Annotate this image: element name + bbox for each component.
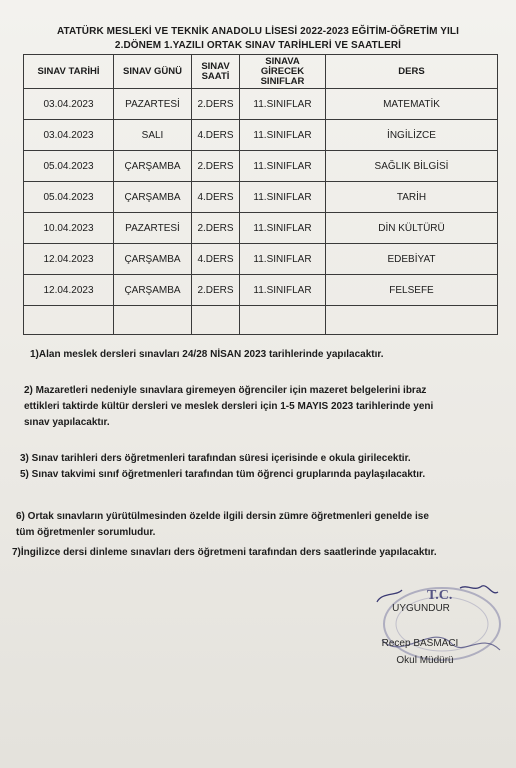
note-2-line-1: 2) Mazaretleri nedeniyle sınavlara giremeyen öğrenciler için mazeret belgelerini ibraz [24, 385, 427, 396]
column-header-line: GİRECEK [260, 65, 305, 77]
document-subtitle: 2.DÖNEM 1.YAZILI ORTAK SINAV TARİHLERİ VE SAATLERİ [114, 40, 402, 51]
table-cell: ÇARŞAMBA [114, 151, 192, 182]
table-cell: 05.04.2023 [24, 182, 114, 213]
document-title: ATATÜRK MESLEKİ VE TEKNİK ANADOLU LİSESİ 2022-2023 EĞİTİM-ÖĞRETİM YILI [56, 26, 460, 37]
note-2-line-2: ettikleri taktirde kültür dersleri ve meslek dersleri için 1-5 MAYIS 2023 tarihlerinde yeni [24, 401, 434, 412]
table-cell: ÇARŞAMBA [114, 182, 192, 213]
column-header-line: SINAV TARİHİ [37, 65, 100, 77]
column-header-line: SAATİ [201, 70, 230, 82]
table-cell: 11.SINIFLAR [240, 151, 326, 182]
note-3: 3) Sınav tarihleri ders öğretmenleri tarafından süresi içerisinde e okula girilecektir. [20, 453, 411, 464]
column-header-line: SINAV GÜNÜ [123, 65, 182, 77]
table-cell: ÇARŞAMBA [114, 275, 192, 306]
table-cell: 4.DERS [192, 244, 240, 275]
stamp-text: T.C. [427, 588, 453, 603]
note-6-line-2: tüm öğretmenler sorumludur. [16, 527, 156, 538]
column-header-line: SINIFLAR [260, 75, 305, 87]
table-cell: EDEBİYAT [326, 244, 498, 275]
table-cell: 11.SINIFLAR [240, 244, 326, 275]
table-cell: 4.DERS [192, 182, 240, 213]
column-header-line: SINAV [201, 60, 230, 72]
table-cell: 4.DERS [192, 120, 240, 151]
approval-label: UYGUNDUR [392, 603, 450, 614]
table-cell: 11.SINIFLAR [240, 89, 326, 120]
principal-name: Recep BASMACI [381, 638, 459, 649]
table-cell: MATEMATİK [326, 89, 498, 120]
table-cell: FELSEFE [326, 275, 498, 306]
table-cell: TARİH [326, 182, 498, 213]
table-cell: 11.SINIFLAR [240, 182, 326, 213]
column-header-line: SINAVA [265, 55, 300, 67]
table-cell: 11.SINIFLAR [240, 120, 326, 151]
table-cell: 11.SINIFLAR [240, 275, 326, 306]
table-cell: SALI [114, 120, 192, 151]
table-cell: İNGİLİZCE [326, 120, 498, 151]
table-cell: 2.DERS [192, 89, 240, 120]
table-cell: SAĞLIK BİLGİSİ [326, 151, 498, 182]
table-cell: 03.04.2023 [24, 120, 114, 151]
note-2-line-3: sınav yapılacaktır. [24, 417, 110, 428]
table-cell: 12.04.2023 [24, 244, 114, 275]
table-cell: 2.DERS [192, 275, 240, 306]
table-cell: 11.SINIFLAR [240, 213, 326, 244]
table-cell: PAZARTESİ [114, 89, 192, 120]
table-cell: PAZARTESİ [114, 213, 192, 244]
column-header-line: DERS [398, 65, 425, 77]
note-7: 7)İngilizce dersi dinleme sınavları ders öğretmeni tarafından ders saatlerinde yapılacaktır. [12, 547, 437, 558]
table-cell: 12.04.2023 [24, 275, 114, 306]
table-cell: 10.04.2023 [24, 213, 114, 244]
table-cell: 03.04.2023 [24, 89, 114, 120]
table-cell: ÇARŞAMBA [114, 244, 192, 275]
table-cell: DİN KÜLTÜRÜ [326, 213, 498, 244]
table-cell: 05.04.2023 [24, 151, 114, 182]
table-cell: 2.DERS [192, 213, 240, 244]
note-1: 1)Alan meslek dersleri sınavları 24/28 NİSAN 2023 tarihlerinde yapılacaktır. [30, 349, 384, 360]
note-5: 5) Sınav takvimi sınıf öğretmenleri tarafından tüm öğrenci gruplarında paylaşılacaktır. [20, 469, 426, 480]
note-6-line-1: 6) Ortak sınavların yürütülmesinden özelde ilgili dersin zümre öğretmenleri genelde ise [16, 511, 429, 522]
table-cell: 2.DERS [192, 151, 240, 182]
principal-title: Okul Müdürü [396, 655, 454, 666]
